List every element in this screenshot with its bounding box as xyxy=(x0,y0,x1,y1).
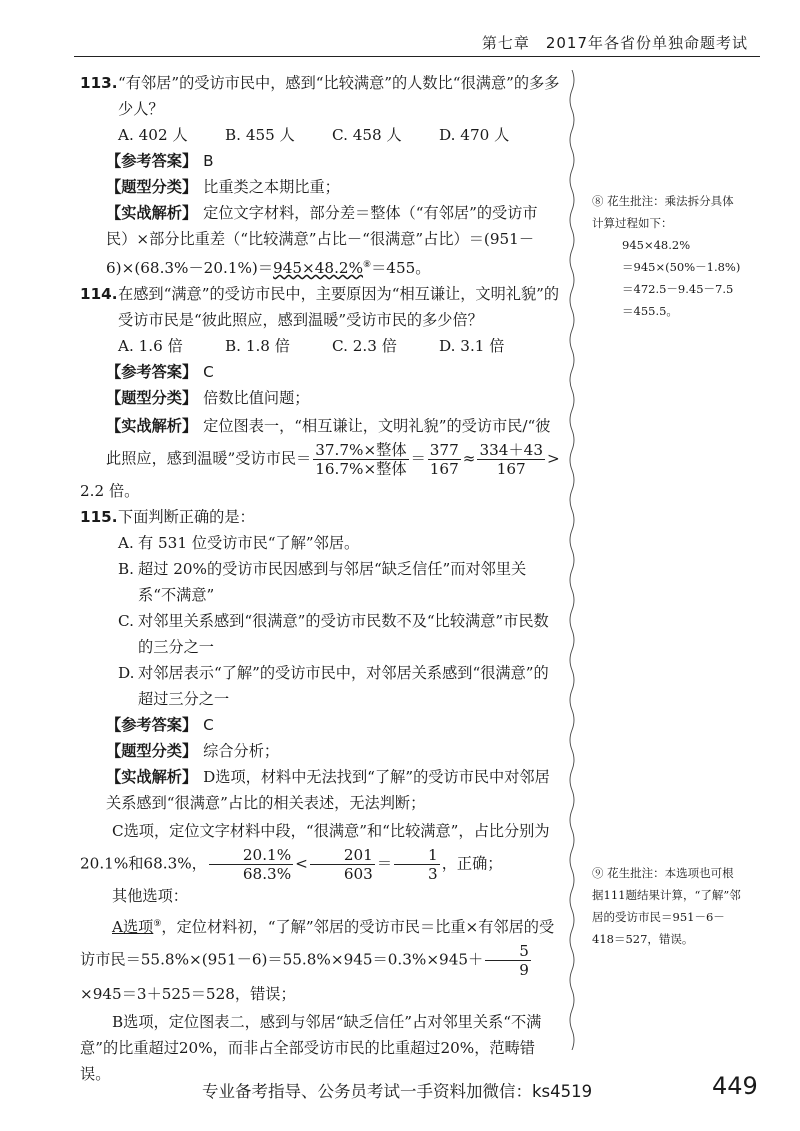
options-113 xyxy=(72,122,560,148)
option-b: B. 超过 20%的受访市民因感到与邻居“缺乏信任”而对邻里关系“不满意” xyxy=(118,560,527,605)
analysis-tag: 【实战解析】 xyxy=(106,768,198,787)
analysis-row xyxy=(72,200,560,281)
answer-row xyxy=(72,148,560,174)
header-rule xyxy=(74,56,760,57)
side-note-line: ＝455.5。 xyxy=(622,304,678,318)
footer-text: 专业备考指导、公务员考试一手资料加微信：ks4519 xyxy=(202,1082,593,1101)
option-d: D. 470 人 xyxy=(439,126,510,144)
side-note-line: ＝945×(50%－1.8%) xyxy=(622,260,741,274)
fraction: $\frac{5}{9}$ xyxy=(485,942,531,979)
option-b: B. 455 人 xyxy=(225,126,295,144)
analysis-tag: 【实战解析】 xyxy=(106,417,198,436)
note-marker: ⑨ xyxy=(153,919,162,930)
question-113 xyxy=(72,70,560,122)
type-tag: 【题型分类】 xyxy=(106,389,198,408)
analysis-text: D选项，材料中无法找到“了解”的受访市民中对邻居关系感到“很满意”占比的相关表述，无法判断； xyxy=(106,768,550,813)
question-stem: 下面判断正确的是： xyxy=(118,508,255,527)
option-a: A. 有 531 位受访市民“了解”邻居。 xyxy=(118,534,360,553)
main-content xyxy=(72,70,560,1087)
question-stem: “有邻居”的受访市民中，感到“比较满意”的人数比“很满意”的多多少人？ xyxy=(118,74,560,118)
wavy-margin-line xyxy=(566,70,578,1050)
side-note-9: ⑨ 花生批注：本选项也可根据111题结果计算，“了解”邻居的受访市民＝951－6－418＝527，错误。 xyxy=(592,866,741,946)
answer-tag: 【参考答案】 xyxy=(106,716,198,735)
fraction: $\frac{377}{167}$ xyxy=(429,441,459,479)
page-number: 449 xyxy=(712,1072,758,1100)
question-stem: 在感到“满意”的受访市民中，主要原因为“相互谦让，文明礼貌”的受访市民是“彼此照应，感到温暖”受访市民的多少倍？ xyxy=(118,285,560,330)
side-note-line: 945×48.2% xyxy=(622,238,691,252)
option-c-analysis: C选项，定位文字材料中段，“很满意”和“比较满意”，占比分别为20.1%和68.3%， $\frac{20.1\%}{68.3\%}$ < $\frac{201}{603}$ ＝ $\frac{1}{3}$ ，正确； xyxy=(80,822,550,884)
chapter-title: 第七章 2017年各省份单独命题考试 xyxy=(481,34,748,52)
fraction: $\frac{\text{37.7\%×整体}}{\text{16.7\%×整体}}$ xyxy=(315,441,407,479)
analysis-highlight: 945×48.2% xyxy=(273,259,364,278)
side-note-line: ＝472.5－9.45－7.5 xyxy=(622,282,734,296)
option-c: C. 对邻里关系感到“很满意”的受访市民数不及“比较满意”市民数的三分之一 xyxy=(118,612,549,657)
option-a: A. 1.6 倍 xyxy=(118,337,183,356)
option-a-analysis: A选项⑨，定位材料初，“了解”邻居的受访市民＝比重×有邻居的受访市民＝55.8%×(951－6)＝55.8%×945＝0.3%×945＋ $\frac{5}{9}$ ×945＝3＋525＝528，错误； xyxy=(80,918,555,1004)
answer-row xyxy=(72,712,560,738)
side-note-8 xyxy=(592,190,744,322)
type-value: 比重类之本期比重； xyxy=(203,178,340,196)
option-b-analysis: B选项，定位图表二，感到与邻居“缺乏信任”占对邻里关系“不满意”的比重超过20%，而非占全部受访市民的比重超过20%，范畴错误。 xyxy=(80,1013,542,1084)
options-114 xyxy=(72,333,560,359)
fraction: $\frac{20.1\%}{68.3\%}$ xyxy=(209,846,293,883)
analysis-text: 定位图表一，“相互谦让，文明礼貌”的受访市民/“彼此照应，感到温暖”受访市民＝ xyxy=(106,417,551,468)
option-a-label: A选项 xyxy=(112,918,154,937)
option-c: C. 2.3 倍 xyxy=(332,337,397,356)
option-d: D. 对邻居表示“了解”的受访市民中，对邻居关系感到“很满意”的超过三分之一 xyxy=(118,664,549,709)
answer-value: C xyxy=(203,363,214,382)
page-footer xyxy=(0,1072,800,1112)
other-options-label: 其他选项： xyxy=(112,887,188,906)
answer-tag: 【参考答案】 xyxy=(106,152,198,170)
analysis-row: 【实战解析】 定位图表一，“相互谦让，文明礼貌”的受访市民/“彼此照应，感到温暖”受访市民＝ $\frac{\text{37.7\%×整体}}{\text{16.7\%×整体}}$ ＝ $\frac{377}{167}$ ≈ $\frac{334+43}{167}$ > xyxy=(106,417,560,479)
analysis-row xyxy=(72,764,560,816)
type-row xyxy=(72,385,560,411)
analysis-result: ＝455。 xyxy=(371,259,431,278)
type-tag: 【题型分类】 xyxy=(106,178,198,196)
analysis-result: 2.2 倍。 xyxy=(80,482,140,501)
answer-row xyxy=(72,359,560,385)
page-header xyxy=(0,0,800,52)
note-marker: ⑧ xyxy=(363,260,372,270)
type-row xyxy=(72,174,560,200)
fraction: $\frac{201}{603}$ xyxy=(310,846,375,883)
answer-value: B xyxy=(203,152,214,170)
question-number: 115. xyxy=(80,508,118,527)
option-b: B. 1.8 倍 xyxy=(225,337,290,356)
analysis-text: 定位文字材料，部分差＝整体（“有邻居”的受访市民）×部分比重差（“比较满意”占比－“很满意”占比）＝(951－6)×(68.3%－20.1%)＝ xyxy=(106,204,538,278)
question-114 xyxy=(72,281,560,333)
analysis-tag: 【实战解析】 xyxy=(106,204,198,222)
type-tag: 【题型分类】 xyxy=(106,742,198,761)
option-d: D. 3.1 倍 xyxy=(439,337,505,356)
question-number: 113. xyxy=(80,74,118,92)
question-115 xyxy=(72,504,560,530)
type-value: 倍数比值问题； xyxy=(203,389,310,408)
type-row xyxy=(72,738,560,764)
answer-value: C xyxy=(203,716,214,735)
type-value: 综合分析； xyxy=(203,742,280,761)
answer-tag: 【参考答案】 xyxy=(106,363,198,382)
fraction: $\frac{334+43}{167}$ xyxy=(479,441,543,479)
option-c: C. 458 人 xyxy=(332,126,402,144)
side-note-title: ⑧ 花生批注：乘法拆分具体计算过程如下： xyxy=(592,194,734,230)
fraction: $\frac{1}{3}$ xyxy=(394,846,440,883)
question-number: 114. xyxy=(80,285,118,304)
option-a: A. 402 人 xyxy=(118,126,188,144)
